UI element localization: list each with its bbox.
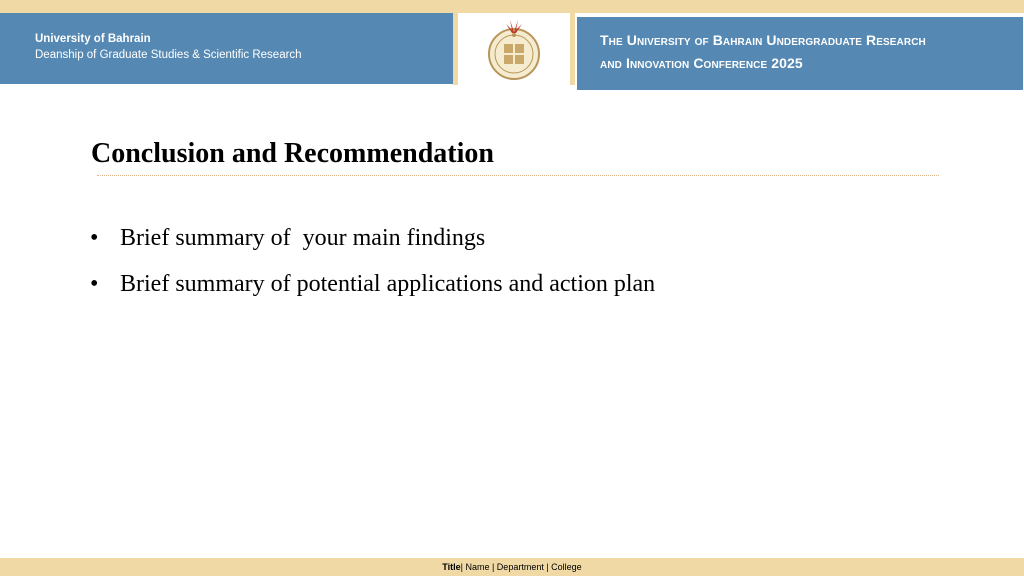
deanship-name: Deanship of Graduate Studies & Scientific Research: [35, 49, 302, 61]
header-left-panel: [0, 13, 453, 84]
university-name: University of Bahrain: [35, 33, 151, 45]
list-item: [90, 269, 655, 299]
bullet-icon: •: [90, 270, 99, 297]
footer-bar: [0, 558, 1024, 576]
title-underline: [97, 175, 939, 176]
slide-title: Conclusion and Recommendation: [91, 138, 494, 169]
footer-title: Title: [442, 562, 461, 572]
list-item: [90, 223, 655, 253]
university-seal-icon: [486, 16, 542, 82]
conference-title-line2: and Innovation Conference 2025: [600, 55, 803, 71]
bullet-text: Brief summary of potential applications and action plan: [120, 270, 656, 297]
conference-title-line1: The University of Bahrain Undergraduate Research: [600, 32, 926, 48]
logo-box: [453, 13, 575, 85]
bullet-list: [90, 223, 655, 314]
top-band: [0, 0, 1024, 13]
header-right-panel: [577, 17, 1023, 90]
bullet-text: Brief summary of your main findings: [120, 225, 486, 251]
bullet-icon: •: [90, 225, 99, 251]
footer-details: | Name | Department | College: [460, 562, 582, 572]
